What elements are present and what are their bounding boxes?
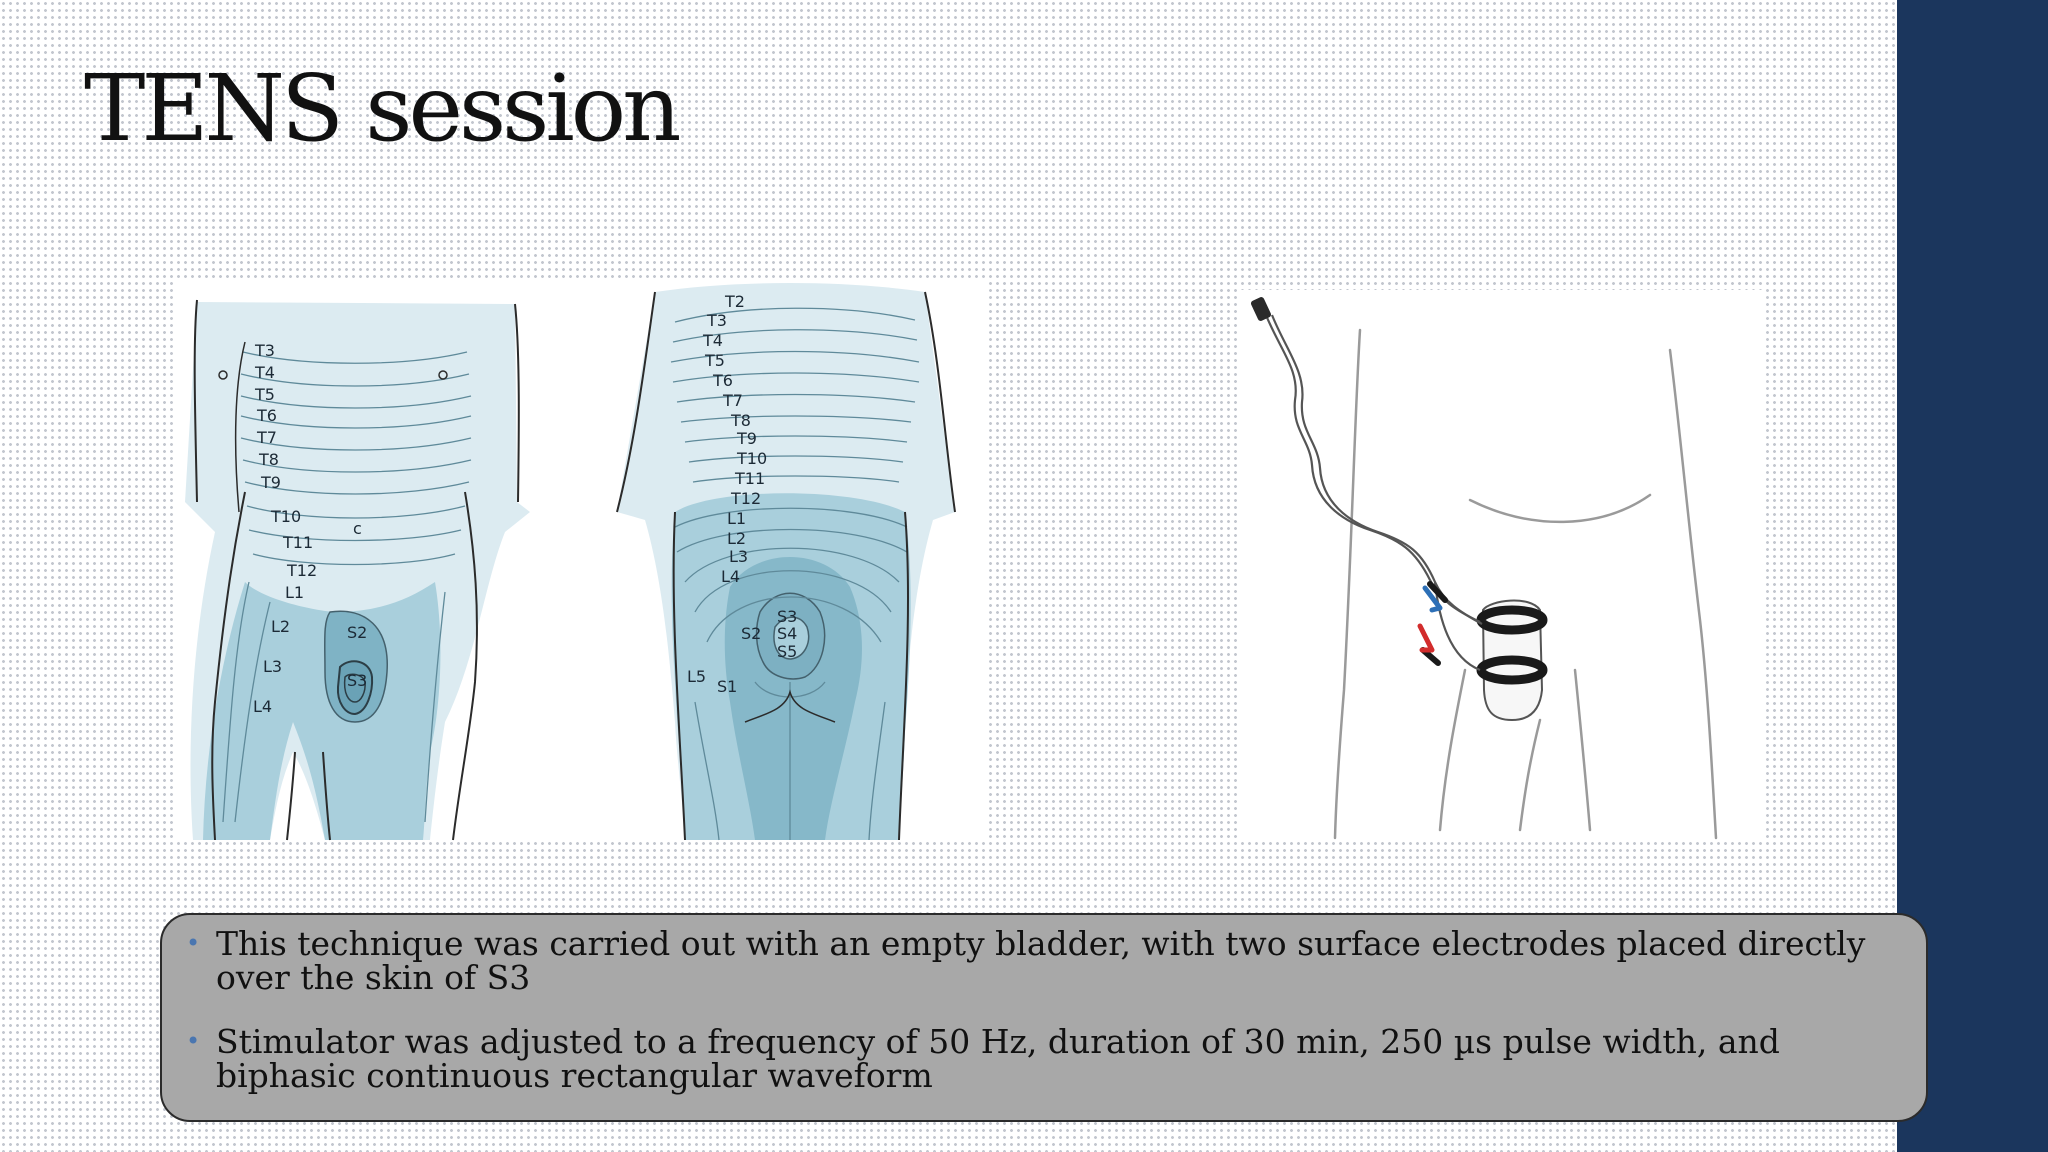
dermatome-label: T11 — [283, 533, 314, 552]
dermatome-label: T8 — [259, 450, 279, 469]
dermatome-label: L1 — [727, 509, 747, 528]
dermatome-label: S2 — [741, 624, 762, 643]
dermatome-label: T9 — [737, 429, 757, 448]
electrode-diagram — [1240, 290, 1763, 842]
dermatome-label: L4 — [721, 567, 741, 586]
dermatome-label: T10 — [737, 449, 768, 468]
dermatome-label: S5 — [777, 642, 798, 661]
dermatome-label: L1 — [285, 583, 305, 602]
bullet-item — [186, 1022, 1886, 1095]
dermatome-label: L2 — [727, 529, 747, 548]
slide-title: TENS session — [84, 55, 678, 162]
front-body — [185, 300, 530, 840]
dermatome-label: T5 — [255, 385, 275, 404]
dermatome-diagram — [175, 282, 988, 842]
tens-electrode-placement-figure — [1240, 290, 1763, 842]
dermatome-label: S2 — [347, 623, 368, 642]
dermatome-label: T12 — [287, 561, 318, 580]
bullet-text: Stimulator was adjusted to a frequency of 50 Hz, duration of 30 min, 250 µs pulse width, and biphasic continuous rectangular waveform — [216, 1022, 1780, 1095]
dermatome-label: T4 — [703, 331, 723, 350]
bullet-dot-icon: • — [186, 1027, 201, 1055]
dermatome-label: T3 — [255, 341, 275, 360]
dermatome-label: T7 — [257, 428, 277, 447]
bullet-text: This technique was carried out with an empty bladder, with two surface electrodes placed directly over the skin of S3 — [216, 924, 1866, 997]
dermatome-label: c — [353, 519, 362, 538]
dermatome-label: T9 — [261, 473, 281, 492]
dermatome-label: L5 — [687, 667, 707, 686]
dermatome-label: T10 — [271, 507, 302, 526]
dermatome-label: T12 — [731, 489, 762, 508]
dermatome-label: T6 — [257, 406, 277, 425]
dermatome-label: T11 — [735, 469, 766, 488]
dermatome-label: L3 — [729, 547, 749, 566]
dermatome-label: T4 — [255, 363, 275, 382]
dermatome-label: L2 — [271, 617, 291, 636]
bullet-dot-icon: • — [186, 929, 201, 957]
dermatome-label: T8 — [731, 411, 751, 430]
dermatome-label: T7 — [723, 391, 743, 410]
dermatome-figure — [175, 282, 988, 842]
dermatome-label: T2 — [725, 292, 745, 311]
bullet-item — [186, 924, 1886, 997]
dermatome-label: S1 — [717, 677, 738, 696]
dermatome-label: L4 — [253, 697, 273, 716]
red-arrow-icon — [1420, 626, 1432, 650]
dermatome-label: S3 — [347, 671, 368, 690]
dermatome-label: T3 — [707, 311, 727, 330]
dermatome-label: S4 — [777, 624, 798, 643]
dermatome-label: L3 — [263, 657, 283, 676]
dermatome-label: T6 — [713, 371, 733, 390]
dermatome-label: S3 — [777, 607, 798, 626]
bullet-list — [186, 924, 1886, 1123]
notes-callout — [160, 913, 1928, 1122]
dermatome-label: T5 — [705, 351, 725, 370]
back-body — [617, 283, 955, 840]
